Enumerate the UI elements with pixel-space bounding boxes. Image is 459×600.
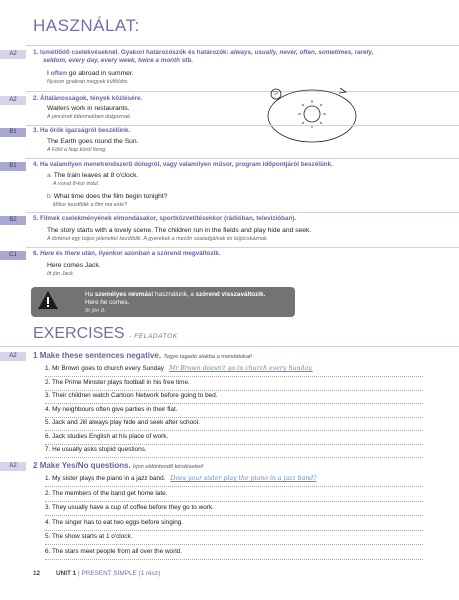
usage-example-4b: b What time does the film begin tonight? (47, 193, 168, 200)
exercise-line[interactable] (45, 474, 423, 487)
exercise-line[interactable] (45, 547, 423, 560)
usage-example-5: The story starts with a lovely scene. The children run in the fields and play hide and seek. (47, 227, 312, 234)
usage-translation-3: A Föld a Nap körül forog. (47, 147, 107, 153)
exercise-prompt: 2. The members of the band get home late. (45, 489, 168, 497)
exercise-prompt: 3. They usually have a cup of coffee before they go to work. (45, 504, 214, 511)
level-badge: C1 (0, 251, 26, 260)
usage-translation-2: A pincérek éttermekben dolgoznak. (47, 114, 132, 120)
usage-translation-6: Itt jön Jack. (47, 271, 75, 277)
divider (0, 346, 459, 347)
exercise-prompt: 5. Jack and Jill always play hide and seek after school. (45, 419, 200, 426)
exercise-line[interactable] (45, 378, 423, 391)
exercise-prompt: 1. My sister plays the piano in a jazz band. (45, 475, 166, 482)
exercise-prompt: 3. Their children watch Cartoon Network before going to bed. (45, 392, 218, 399)
divider (26, 158, 459, 159)
level-badge: A2 (0, 352, 26, 361)
usage-example-4a: a The train leaves at 8 o'clock. (47, 172, 139, 179)
level-badge: A2 (0, 96, 26, 105)
exercise-prompt: 1. Mr Brown goes to church every Sunday (45, 365, 164, 372)
divider (26, 91, 459, 92)
divider (26, 45, 459, 46)
usage-translation-1: Nyáron gyakran megyek külföldre. (47, 79, 129, 85)
exercise-answer: Mr Brown doesn't go to church every Sunday. (169, 365, 313, 372)
exercises-title: EXERCISES - FELADATOK (33, 325, 178, 342)
usage-example-1: I often go abroad in summer. (47, 70, 134, 77)
exercise-line[interactable] (45, 405, 423, 418)
task-heading-1: 1 Make these sentences negative. Tegye tagadó alakba a mondatokat! (33, 351, 253, 360)
page-number: 12 (33, 570, 41, 577)
usage-heading-1: 1. Ismétlődő cselekvéseknél. Gyakori határozószók és határozók: always, usually, never, often, sometimes, rarely, seldom, every day, every week, twice a month stb. (33, 49, 374, 64)
level-badge: A2 (0, 50, 26, 59)
exercise-answer: Does your sister play the piano in a jazz band? (170, 475, 317, 482)
level-badge: B2 (0, 216, 26, 225)
usage-translation-4a: A vonat 8-kor indul. (53, 181, 100, 187)
level-badge: B1 (0, 128, 26, 137)
exercise-prompt: 4. The singer has to eat two eggs before singing. (45, 518, 184, 526)
tip-box (31, 287, 295, 317)
usage-heading-2: 2. Általánosságok, tények közlésére. (33, 95, 143, 102)
exercise-prompt: 4. My neighbours often give parties in their flat. (45, 405, 178, 413)
exercise-prompt: 2. The Prime Minister plays football in his free time. (45, 378, 190, 386)
exercise-line[interactable] (45, 418, 423, 431)
divider (26, 212, 459, 213)
tip-text: Ha személyes névmást használunk, a szórend visszaváltozik. Here he comes. Itt jön ő. (85, 291, 266, 314)
exercise-prompt: 7. He usually asks stupid questions. (45, 446, 147, 453)
divider (26, 125, 459, 126)
usage-heading-4: 4. Ha valamilyen menetrendszerű dologról, vagy valamilyen műsor, program időpontjáról beszélünk. (33, 161, 333, 168)
exercise-line[interactable] (45, 489, 423, 502)
exercise-line[interactable] (45, 503, 423, 516)
usage-example-6: Here comes Jack. (47, 262, 101, 269)
exercise-line[interactable] (45, 391, 423, 404)
usage-heading-5: 5. Filmek cselekményének elmondásakor, sportközvetítésekkor (rádióban, televízióban). (33, 215, 297, 222)
usage-translation-4b: Mikor kezdődik a film ma este? (53, 202, 127, 208)
footer-running-head: UNIT 1 | PRESENT SIMPLE (1 rész) (56, 570, 161, 577)
level-badge: A2 (0, 462, 26, 471)
usage-heading-3: 3. Ha örök igazságról beszélünk. (33, 127, 131, 134)
divider (26, 247, 459, 248)
exercise-line[interactable] (45, 364, 423, 377)
warning-icon (37, 290, 59, 310)
exercise-line[interactable] (45, 445, 423, 458)
exercise-line[interactable] (45, 532, 423, 545)
exercise-line[interactable] (45, 518, 423, 531)
exercise-prompt: 5. The show starts at 1 o'clock. (45, 533, 133, 540)
usage-example-2: Waiters work in restaurants. (47, 105, 130, 112)
exercise-line[interactable] (45, 432, 423, 445)
level-badge: B1 (0, 162, 26, 171)
page-title: HASZNÁLAT: (33, 16, 140, 35)
usage-heading-6: 6. Here és there után, ilyenkor azonban a szórend megváltozik. (33, 250, 221, 257)
earth-orbit-sun-icon (260, 78, 370, 148)
task-heading-2: 2 Make Yes/No questions. Írjon eldöntendő kérdéseket! (33, 461, 204, 470)
exercise-prompt: 6. Jack studies English at his place of work. (45, 432, 169, 440)
usage-example-3: The Earth goes round the Sun. (47, 138, 139, 145)
usage-translation-5: A történet egy bájos jelenettel kezdődik. A gyerekek a mezőn szaladgálnak és bújócskáznak. (47, 236, 269, 242)
exercise-prompt: 6. The stars meet people from all over the world. (45, 547, 182, 555)
